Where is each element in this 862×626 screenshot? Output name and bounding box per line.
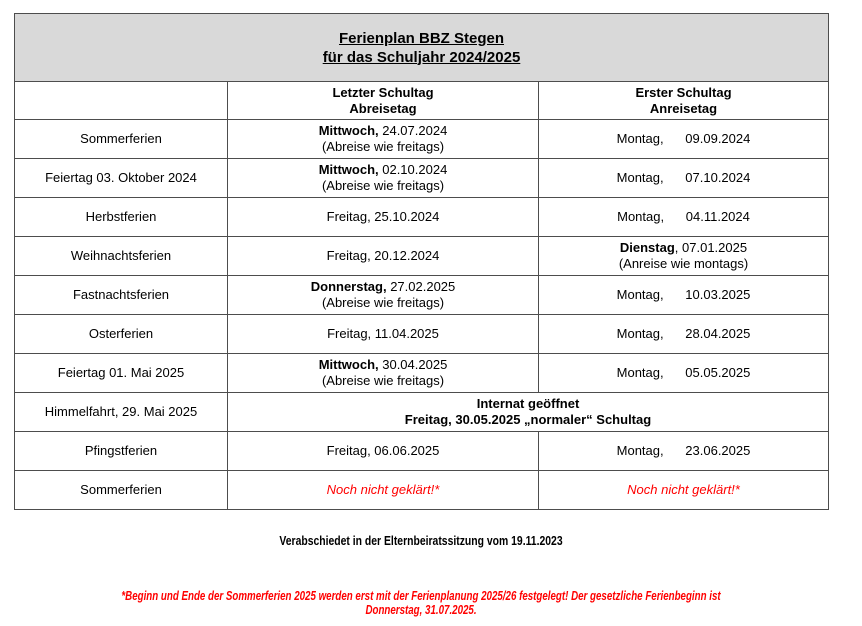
erster-schultag-cell xyxy=(539,198,829,237)
table-row-fastnachtsferien xyxy=(15,276,829,315)
header-letzter-line-1: Letzter Schultag xyxy=(332,84,434,100)
internat-line-2: Freitag, 30.05.2025 „normaler“ Schultag xyxy=(404,412,652,427)
date-text: Montag, 05.05.2025 xyxy=(616,365,751,380)
table-row-osterferien xyxy=(15,315,829,354)
date-text: 02.10.2024 xyxy=(378,162,448,177)
holiday-name: Sommerferien xyxy=(15,120,228,159)
holiday-name: Feiertag 03. Oktober 2024 xyxy=(15,159,228,198)
date-text: Montag, 10.03.2025 xyxy=(616,287,751,302)
letzter-schultag-cell xyxy=(228,315,539,354)
internat-line-1: Internat geöffnet xyxy=(476,396,580,411)
cell-note: (Abreise wie freitags) xyxy=(321,373,445,388)
letzter-schultag-cell xyxy=(228,354,539,393)
date-text: Freitag, 25.10.2024 xyxy=(326,209,440,224)
date-text: Montag, 23.06.2025 xyxy=(616,443,751,458)
document-title-cell xyxy=(15,14,829,82)
erster-schultag-cell xyxy=(539,276,829,315)
header-row xyxy=(15,82,829,120)
letzter-schultag-cell xyxy=(228,237,539,276)
holiday-name: Feiertag 01. Mai 2025 xyxy=(15,354,228,393)
header-erster-line-1: Erster Schultag xyxy=(635,84,732,100)
date-text: Freitag, 11.04.2025 xyxy=(327,326,439,341)
holiday-name: Osterferien xyxy=(15,315,228,354)
table-row-sommerferien-2024 xyxy=(15,120,829,159)
letzter-schultag-cell xyxy=(228,198,539,237)
weekday-bold: Mittwoch, xyxy=(318,357,379,372)
table-row-pfingstferien xyxy=(15,432,829,471)
header-erster-schultag xyxy=(539,82,829,120)
cell-note: (Anreise wie montags) xyxy=(618,256,749,271)
weekday-bold: Dienstag xyxy=(619,240,675,255)
date-text: Montag, 07.10.2024 xyxy=(616,170,751,185)
unclear-note: Noch nicht geklärt!* xyxy=(627,482,740,497)
header-erster-line-2: Anreisetag xyxy=(649,100,718,116)
holiday-name: Sommerferien xyxy=(15,471,228,510)
weekday-bold: Mittwoch, xyxy=(318,123,379,138)
table-row-herbstferien xyxy=(15,198,829,237)
table-row-feiertag-oktober xyxy=(15,159,829,198)
holiday-name: Herbstferien xyxy=(15,198,228,237)
holiday-name: Weihnachtsferien xyxy=(15,237,228,276)
erster-schultag-cell xyxy=(539,120,829,159)
date-text: Freitag, 20.12.2024 xyxy=(326,248,440,263)
holiday-name: Himmelfahrt, 29. Mai 2025 xyxy=(15,393,228,432)
letzter-schultag-cell xyxy=(228,120,539,159)
ferienplan-table xyxy=(14,13,829,510)
cell-note: (Abreise wie freitags) xyxy=(321,139,445,154)
date-text: 27.02.2025 xyxy=(386,279,456,294)
table-row-sommerferien-2025 xyxy=(15,471,829,510)
letzter-schultag-cell xyxy=(228,276,539,315)
erster-schultag-cell xyxy=(539,354,829,393)
holiday-name: Fastnachtsferien xyxy=(15,276,228,315)
date-text: Montag, 28.04.2025 xyxy=(616,326,751,341)
date-text: Freitag, 06.06.2025 xyxy=(326,443,440,458)
holiday-name: Pfingstferien xyxy=(15,432,228,471)
table-row-feiertag-mai xyxy=(15,354,829,393)
weekday-bold: Donnerstag, xyxy=(310,279,387,294)
erster-schultag-cell xyxy=(539,237,829,276)
approval-note: Verabschiedet in der Elternbeiratssitzung vom 19.11.2023 xyxy=(279,533,563,548)
letzter-schultag-cell xyxy=(228,159,539,198)
sommerferien-footnote: *Beginn und Ende der Sommerferien 2025 werden erst mit der Ferienplanung 2025/26 festgelegt! Der gesetzliche Ferienbeginn ist Donnerstag, 31.07.2025. xyxy=(121,589,721,617)
unclear-note: Noch nicht geklärt!* xyxy=(326,482,440,497)
erster-schultag-cell xyxy=(539,315,829,354)
date-text: Montag, 04.11.2024 xyxy=(617,209,750,224)
document-title-line-2: für das Schuljahr 2024/2025 xyxy=(322,48,521,66)
date-text: 24.07.2024 xyxy=(378,123,448,138)
table-row-himmelfahrt xyxy=(15,393,829,432)
letzter-schultag-cell-unclear xyxy=(228,471,539,510)
date-text: 30.04.2025 xyxy=(378,357,448,372)
cell-note: (Abreise wie freitags) xyxy=(321,295,445,310)
title-row xyxy=(15,14,829,82)
header-letzter-schultag xyxy=(228,82,539,120)
weekday-bold: Mittwoch, xyxy=(318,162,379,177)
erster-schultag-cell xyxy=(539,159,829,198)
date-text: Montag, 09.09.2024 xyxy=(616,131,751,146)
document-title-line-1: Ferienplan BBZ Stegen xyxy=(338,29,505,47)
erster-schultag-cell-unclear xyxy=(539,471,829,510)
header-letzter-line-2: Abreisetag xyxy=(349,100,417,116)
date-text: , 07.01.2025 xyxy=(674,240,748,255)
corner-empty-cell xyxy=(15,82,228,120)
internat-info-cell xyxy=(228,393,829,432)
table-row-weihnachtsferien xyxy=(15,237,829,276)
erster-schultag-cell xyxy=(539,432,829,471)
letzter-schultag-cell xyxy=(228,432,539,471)
cell-note: (Abreise wie freitags) xyxy=(321,178,445,193)
